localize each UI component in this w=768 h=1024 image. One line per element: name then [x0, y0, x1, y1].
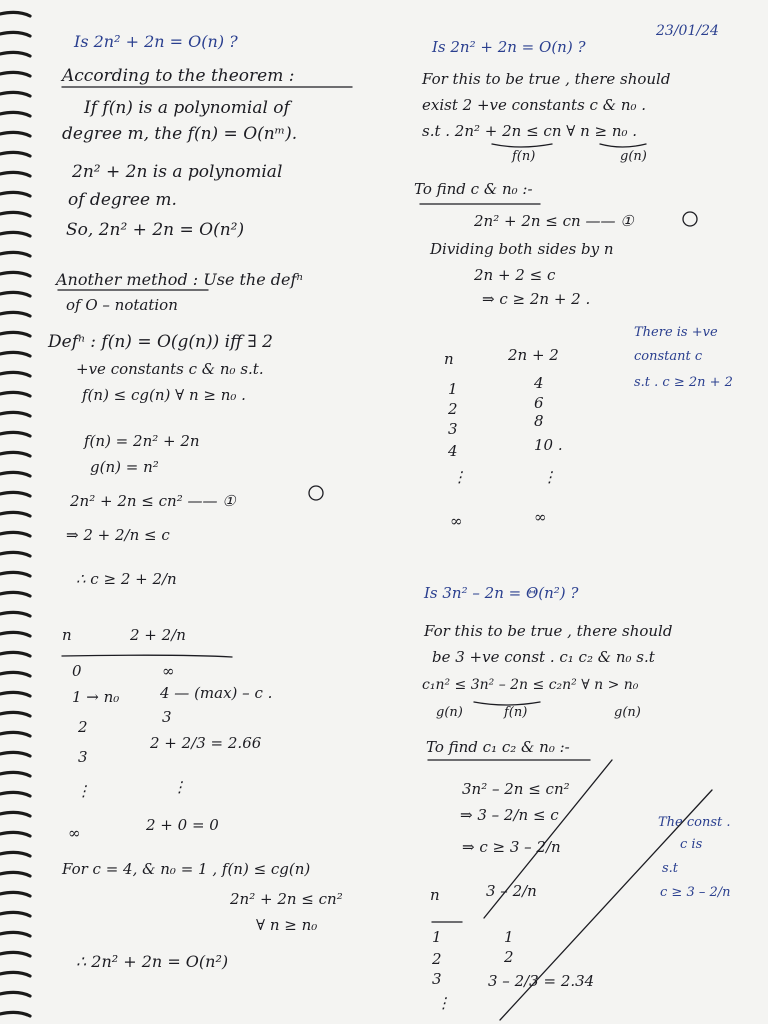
left-table-n-1: 1 → n₀: [72, 688, 120, 706]
right-table-value-5: ∞: [534, 508, 547, 526]
left-table-n-4: ⋮: [76, 782, 91, 800]
left-table-value-1: 4 — (max) – c .: [160, 684, 273, 702]
theta-line-2: be 3 +ve const . c₁ c₂ & n₀ s.t: [432, 648, 655, 666]
another-method-line-1: Another method : Use the defⁿ: [56, 270, 303, 289]
conclusion-line-1: For c = 4, & n₀ = 1 , f(n) ≤ cg(n): [62, 860, 311, 878]
right-label-fn: f(n): [512, 149, 536, 164]
theta-table-n-3: ⋮: [436, 994, 451, 1012]
left-table-value-4: ⋮: [172, 778, 187, 796]
right-eq-3: ⇒ c ≥ 2n + 2 .: [482, 290, 591, 308]
question-2: Is 2n² + 2n = O(n) ?: [432, 38, 586, 56]
left-table-value-5: 2 + 0 = 0: [146, 816, 219, 834]
conclusion-line-4: ∴ 2n² + 2n = O(n²): [76, 952, 229, 971]
left-table-value-2: 3: [162, 708, 172, 726]
theta-table-value-2: 3 – 2/3 = 2.34: [488, 972, 595, 990]
left-table-value-0: ∞: [162, 662, 175, 680]
another-method-line-2: of O – notation: [66, 296, 178, 314]
right-table-n-5: ∞: [450, 512, 463, 530]
conclusion-line-3: ∀ n ≥ n₀: [256, 916, 318, 934]
left-table-n-0: 0: [72, 662, 82, 680]
definition-line-2: +ve constants c & n₀ s.t.: [76, 360, 264, 378]
f-of-n: f(n) = 2n² + 2n: [84, 432, 200, 450]
theta-label-fn: f(n): [504, 705, 528, 720]
right-label-gn: g(n): [620, 149, 647, 164]
left-table-value-3: 2 + 2/3 = 2.66: [150, 734, 262, 752]
right-eq-1: 2n² + 2n ≤ cn —— ①: [474, 212, 634, 230]
theta-label-gn-1: g(n): [436, 705, 463, 720]
theta-line-1: For this to be true , there should: [424, 622, 673, 640]
left-table-header-value: 2 + 2/n: [130, 626, 186, 644]
g-of-n: g(n) = n²: [90, 458, 159, 476]
question-3: Is 3n² – 2n = Θ(n²) ?: [424, 584, 579, 602]
therefore-line: ∴ c ≥ 2 + 2/n: [76, 570, 177, 588]
theta-table-n-1: 2: [432, 950, 442, 968]
right-table-header-n: n: [444, 350, 454, 368]
right-table-value-1: 6: [534, 394, 544, 412]
theta-line-3: c₁n² ≤ 3n² – 2n ≤ c₂n² ∀ n > n₀: [422, 677, 639, 693]
theta-label-gn-2: g(n): [614, 705, 641, 720]
dividing-line: Dividing both sides by n: [430, 240, 614, 258]
theorem-conclusion: So, 2n² + 2n = O(n²): [66, 220, 245, 240]
theta-table-value-0: 1: [504, 928, 514, 946]
find-heading-2: To find c₁ c₂ & n₀ :-: [426, 738, 570, 756]
right-eq-2: 2n + 2 ≤ c: [474, 266, 556, 284]
date: 23/01/24: [656, 23, 719, 39]
theorem-line-2: degree m, the f(n) = O(nᵐ).: [62, 124, 298, 144]
theta-table-n-0: 1: [432, 928, 442, 946]
inequality-1: 2n² + 2n ≤ cn² —— ①: [70, 492, 236, 510]
right-table-value-4: ⋮: [542, 468, 557, 486]
left-table-n-2: 2: [78, 718, 88, 736]
note-line-7: c ≥ 3 – 2/n: [660, 885, 731, 900]
theorem-heading: According to the theorem :: [62, 66, 295, 86]
theta-eq-1: 3n² – 2n ≤ cn²: [462, 780, 570, 798]
conclusion-line-2: 2n² + 2n ≤ cn²: [230, 890, 343, 908]
theta-table-value-1: 2: [504, 948, 514, 966]
right-table-n-0: 1: [448, 380, 458, 398]
note-line-1: There is +ve: [634, 325, 718, 340]
right-table-value-0: 4: [534, 374, 544, 392]
right-line-3: s.t . 2n² + 2n ≤ cn ∀ n ≥ n₀ .: [422, 122, 638, 140]
theta-table-header-value: 3 – 2/n: [486, 882, 537, 900]
note-line-6: s.t: [662, 861, 679, 876]
right-line-2: exist 2 +ve constants c & n₀ .: [422, 96, 647, 114]
right-table-value-2: 8: [534, 412, 544, 430]
find-heading: To find c & n₀ :-: [414, 180, 533, 198]
theorem-line-3: 2n² + 2n is a polynomial: [72, 162, 283, 182]
note-line-5: c is: [680, 837, 703, 852]
question-1: Is 2n² + 2n = O(n) ?: [74, 32, 238, 51]
left-table-n-5: ∞: [68, 824, 81, 842]
right-table-n-4: ⋮: [452, 468, 467, 486]
right-line-1: For this to be true , there should: [422, 70, 671, 88]
right-table-n-3: 4: [448, 442, 458, 460]
note-line-2: constant c: [634, 349, 703, 364]
definition-line-3: f(n) ≤ cg(n) ∀ n ≥ n₀ .: [82, 386, 246, 404]
theta-eq-2: ⇒ 3 – 2/n ≤ c: [460, 806, 559, 824]
theta-table-n-2: 3: [432, 970, 442, 988]
definition-line-1: Defⁿ : f(n) = O(g(n)) iff ∃ 2: [48, 332, 273, 352]
implies-line: ⇒ 2 + 2/n ≤ c: [66, 526, 170, 544]
theorem-line-4: of degree m.: [68, 190, 177, 210]
left-table-header-n: n: [62, 626, 72, 644]
right-table-value-3: 10 .: [534, 436, 563, 454]
right-table-header-value: 2n + 2: [508, 346, 559, 364]
note-line-4: The const .: [658, 815, 731, 830]
right-table-n-1: 2: [448, 400, 458, 418]
right-table-n-2: 3: [448, 420, 458, 438]
theorem-line-1: If f(n) is a polynomial of: [84, 98, 290, 118]
theta-eq-3: ⇒ c ≥ 3 – 2/n: [462, 838, 561, 856]
theta-table-header-n: n: [430, 886, 440, 904]
left-table-n-3: 3: [78, 748, 88, 766]
note-line-3: s.t . c ≥ 2n + 2: [634, 375, 733, 390]
